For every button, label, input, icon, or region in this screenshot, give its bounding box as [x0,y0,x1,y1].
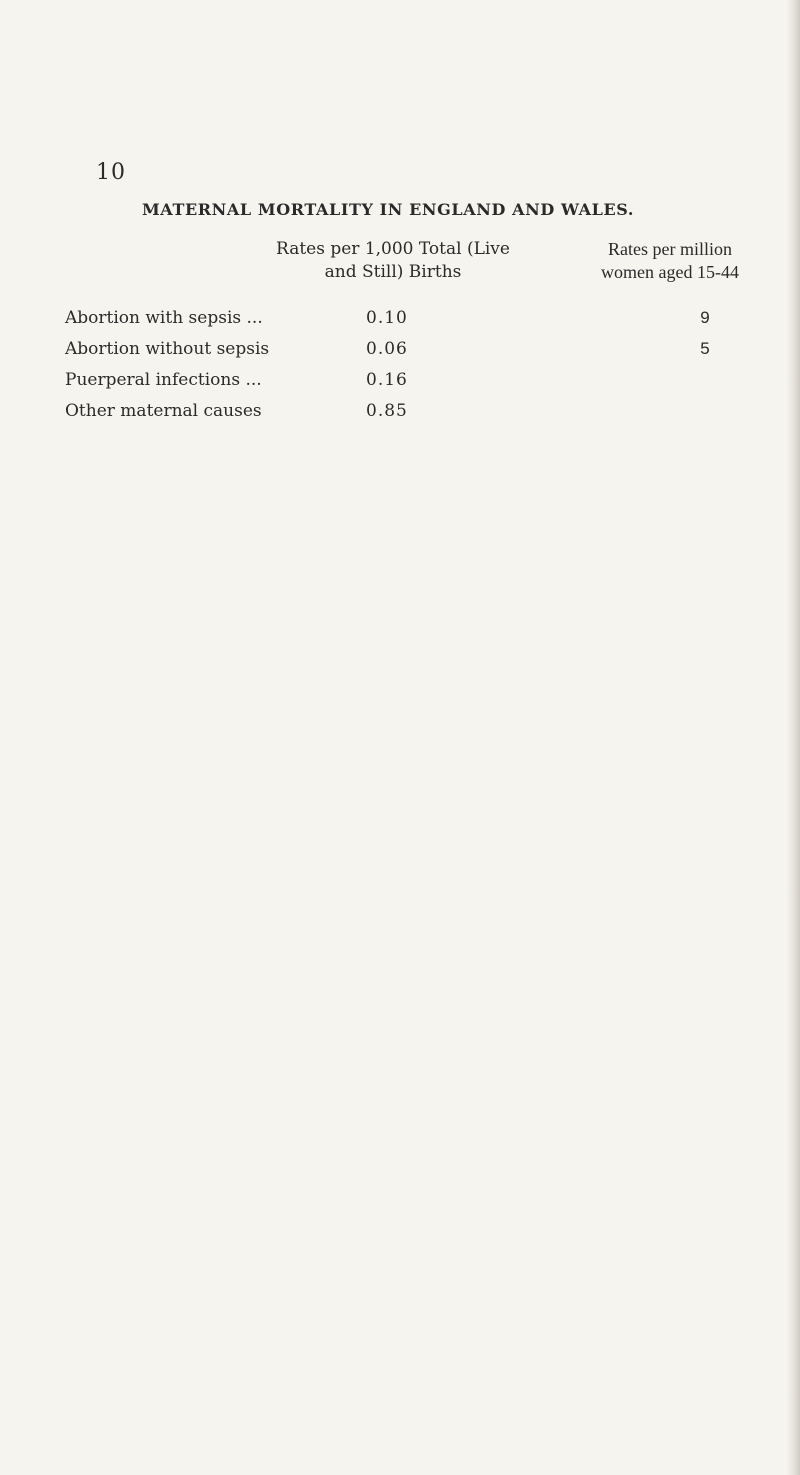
table-row [0,401,800,429]
rate-per-million-value: 5 [700,339,710,358]
column-header-rate-per-thousand [228,238,558,284]
rate-per-thousand-value: 0.10 [366,308,408,328]
rate-per-thousand-value: 0.06 [366,339,408,359]
rate-per-thousand-value: 0.16 [366,370,408,390]
rate-per-thousand-value: 0.85 [366,401,408,421]
column-header-rate-per-million-line2: women aged 15-44 [601,262,739,282]
cause-label: Abortion with sepsis ... [65,308,263,328]
cause-label: Abortion without sepsis [65,339,270,359]
table-title: MATERNAL MORTALITY IN ENGLAND AND WALES. [142,200,634,219]
column-header-rate-per-million [566,238,774,284]
column-header-rate-per-million-line1: Rates per million [608,239,732,259]
table-row [0,339,800,367]
rate-per-million-value: 9 [700,308,710,327]
table-row [0,308,800,336]
page-number: 10 [96,160,126,185]
cause-label: Puerperal infections ... [65,370,262,390]
column-header-rate-per-thousand-line1: Rates per 1,000 Total (Live [276,239,510,259]
page-edge-shadow [786,0,800,1475]
cause-label: Other maternal causes [65,401,262,421]
table-row [0,370,800,398]
column-header-rate-per-thousand-line2: and Still) Births [324,262,462,282]
